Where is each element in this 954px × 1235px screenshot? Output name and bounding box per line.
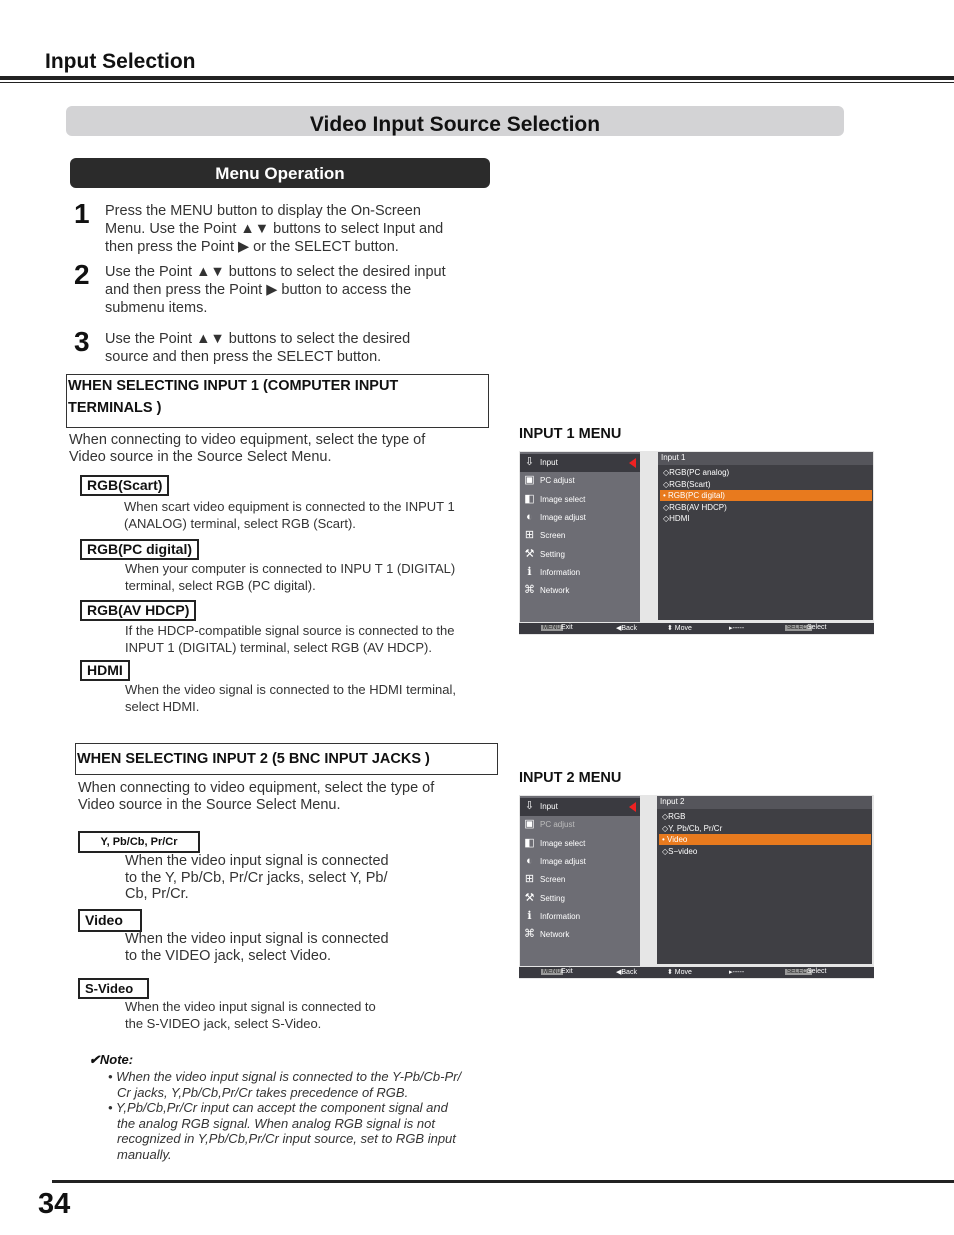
osd-menu-item-label: Image adjust xyxy=(540,512,586,522)
note-title: ✔Note: xyxy=(89,1052,134,1067)
option-label-s-video: S-Video xyxy=(78,978,149,999)
osd-menu-item-label: PC adjust xyxy=(540,476,575,486)
osd-menu-item-label: Information xyxy=(540,911,581,921)
input-icon: ⇩ xyxy=(524,456,535,468)
intro-line: When connecting to video equipment, select the type of xyxy=(69,432,426,448)
desc-line: When the video input signal is connected xyxy=(125,931,389,947)
option-desc-rgb-pc-digital xyxy=(125,561,491,594)
footer-exit: Exit xyxy=(561,968,573,975)
desc-line: the S-VIDEO jack, select S-Video. xyxy=(125,1015,322,1031)
input1-menu-caption: INPUT 1 MENU xyxy=(519,426,622,442)
note-body xyxy=(108,1069,493,1162)
heading-line: WHEN SELECTING INPUT 1 (COMPUTER INPUT xyxy=(68,378,399,394)
step-line: Press the MENU button to display the On-Screen xyxy=(105,203,421,219)
osd-footer xyxy=(519,623,874,634)
desc-line: When the video input signal is connected to xyxy=(125,999,376,1014)
desc-line: to the VIDEO jack, select Video. xyxy=(125,947,332,964)
footer-exit: Exit xyxy=(561,624,573,631)
osd-menu-item-label: Setting xyxy=(540,893,565,903)
osd-source-option: ◇HDMI xyxy=(663,514,690,523)
information-icon: ℹ xyxy=(527,909,532,922)
osd-submenu-title: Input 2 xyxy=(660,797,685,806)
option-label-hdmi: HDMI xyxy=(80,660,130,681)
option-label-video: Video xyxy=(78,909,142,932)
step-2-number: 2 xyxy=(74,259,90,290)
osd-menu-item-label: Screen xyxy=(540,531,566,541)
image-adjust-icon: ◐ xyxy=(526,854,533,867)
osd-menu-item xyxy=(520,871,640,889)
step-line: Menu. Use the Point ▲▼ buttons to select Input and xyxy=(105,221,444,237)
footer-select: Select xyxy=(807,968,827,975)
osd-source-option: ◇RGB xyxy=(662,812,686,821)
intro-line: Video source in the Source Select Menu. xyxy=(69,449,332,465)
osd-menu-item xyxy=(520,908,640,926)
osd-footer xyxy=(519,967,874,978)
footer-next: ▸----- xyxy=(729,625,745,632)
osd-source-option: ◇RGB(AV HDCP) xyxy=(663,502,727,512)
option-desc-s-video xyxy=(125,999,425,1032)
step-1-text xyxy=(105,202,495,256)
input1-heading xyxy=(66,374,489,428)
option-label-y-pb-pr: Y, Pb/Cb, Pr/Cr xyxy=(78,831,200,853)
option-desc-rgb-av-hdcp xyxy=(125,623,491,656)
network-icon: ⌘ xyxy=(524,928,535,941)
image-adjust-icon: ◐ xyxy=(526,510,533,523)
note-line: recognized in Y,Pb/Cb,Pr/Cr input source, set to RGB input xyxy=(117,1131,456,1146)
menu-key-icon: MENU xyxy=(543,969,561,975)
osd-source-option: ◇RGB(Scart) xyxy=(663,479,711,489)
osd-menu-item-label: Image adjust xyxy=(540,856,586,866)
step-line: Use the Point ▲▼ buttons to select the desired xyxy=(105,331,411,347)
banner-title: Video Input Source Selection xyxy=(309,113,601,136)
step-line: Use the Point ▲▼ buttons to select the desired input xyxy=(105,264,446,280)
select-key-icon: SELECT xyxy=(787,625,811,631)
osd-menu-item xyxy=(520,491,640,509)
osd-menu-item-label: Setting xyxy=(540,549,565,559)
osd-main-menu xyxy=(520,796,640,966)
osd-menu-item xyxy=(520,926,640,944)
information-icon: ℹ xyxy=(527,565,532,578)
osd-menu-item xyxy=(520,454,640,472)
option-label-rgb-pc-digital: RGB(PC digital) xyxy=(80,539,199,560)
osd-menu-item xyxy=(520,798,640,816)
note-line: manually. xyxy=(117,1146,172,1162)
input2-menu-screenshot xyxy=(519,795,874,979)
bottom-rule xyxy=(52,1180,954,1183)
input2-menu-caption: INPUT 2 MENU xyxy=(519,770,622,786)
step-line: submenu items. xyxy=(105,300,208,316)
desc-line: When scart video equipment is connected to the INPUT 1 xyxy=(124,499,455,514)
option-desc-y-pb-pr xyxy=(125,853,425,903)
osd-submenu-header xyxy=(658,452,873,465)
step-3-text xyxy=(105,330,495,366)
setting-icon: ⚒ xyxy=(524,547,535,560)
input2-heading: WHEN SELECTING INPUT 2 (5 BNC INPUT JACKS ) xyxy=(75,743,498,775)
option-desc-rgb-scart xyxy=(124,499,490,532)
osd-main-menu xyxy=(520,452,640,622)
footer-select: Select xyxy=(807,624,827,631)
osd-source-option: • RGB(PC digital) xyxy=(660,490,872,501)
footer-move: ⬍ Move xyxy=(667,625,692,632)
osd-source-option: • Video xyxy=(659,834,871,845)
desc-line: select HDMI. xyxy=(125,698,200,714)
osd-submenu-title: Input 1 xyxy=(661,453,686,462)
desc-line: When the video signal is connected to the HDMI terminal, xyxy=(125,682,456,697)
osd-menu-item xyxy=(520,890,640,908)
osd-menu-item xyxy=(520,527,640,545)
osd-menu-item-label: PC adjust xyxy=(540,820,575,830)
option-label-rgb-scart: RGB(Scart) xyxy=(80,475,169,496)
osd-menu-item xyxy=(520,546,640,564)
heading-line: TERMINALS ) xyxy=(68,400,162,416)
osd-pointer-arrow-icon xyxy=(629,458,636,468)
input1-intro xyxy=(69,432,489,466)
input2-intro xyxy=(78,780,498,814)
osd-menu-item-label: Input xyxy=(540,458,558,467)
setting-icon: ⚒ xyxy=(524,891,535,904)
step-line: and then press the Point ▶ button to access the xyxy=(105,282,412,298)
osd-menu-item-label: Image select xyxy=(540,838,586,848)
osd-menu-item-label: Input xyxy=(540,802,558,811)
osd-submenu xyxy=(657,796,872,964)
step-1-number: 1 xyxy=(74,198,90,229)
desc-line: INPUT 1 (DIGITAL) terminal, select RGB (AV HDCP). xyxy=(125,639,432,655)
step-2-text xyxy=(105,263,495,317)
osd-submenu-header xyxy=(657,796,872,809)
note-line: • When the video input signal is connected to the Y-Pb/Cb-Pr/ xyxy=(108,1069,462,1084)
screen-icon: ⊞ xyxy=(524,529,535,542)
intro-line: Video source in the Source Select Menu. xyxy=(78,797,341,813)
desc-line: When your computer is connected to INPU T 1 (DIGITAL) xyxy=(125,561,456,576)
osd-source-option: ◇S−video xyxy=(662,846,698,856)
osd-menu-item-label: Network xyxy=(540,586,570,596)
footer-next: ▸----- xyxy=(729,969,745,976)
footer-back: ◀Back xyxy=(616,625,637,632)
desc-line: terminal, select RGB (PC digital). xyxy=(125,577,316,593)
osd-menu-item xyxy=(520,564,640,582)
osd-menu-item-label: Image select xyxy=(540,494,586,504)
note-line: Cr jacks, Y,Pb/Cb,Pr/Cr takes precedence of RGB. xyxy=(117,1084,409,1100)
input1-menu-screenshot xyxy=(519,451,874,635)
desc-line: (ANALOG) terminal, select RGB (Scart). xyxy=(124,515,356,531)
pc-adjust-icon: ▣ xyxy=(524,474,535,487)
desc-line: to the Y, Pb/Cb, Pr/Cr jacks, select Y, Pb/ xyxy=(125,869,388,886)
menu-key-icon: MENU xyxy=(543,625,561,631)
banner xyxy=(66,106,844,136)
step-line: source and then press the SELECT button. xyxy=(105,349,382,365)
step-line: then press the Point ▶ or the SELECT button. xyxy=(105,239,399,255)
osd-submenu xyxy=(658,452,873,620)
osd-menu-item xyxy=(520,509,640,527)
osd-menu-item xyxy=(520,835,640,853)
desc-line: If the HDCP-compatible signal source is connected to the xyxy=(125,623,455,638)
option-desc-hdmi xyxy=(125,682,491,715)
note-line: the analog RGB signal. When analog RGB signal is not xyxy=(117,1115,435,1131)
image-select-icon: ◧ xyxy=(524,836,535,849)
screen-icon: ⊞ xyxy=(524,873,535,886)
step-3-number: 3 xyxy=(74,326,90,357)
section-title: Input Selection xyxy=(45,50,196,73)
menu-operation-header: Menu Operation xyxy=(70,158,490,188)
osd-pointer-arrow-icon xyxy=(629,802,636,812)
intro-line: When connecting to video equipment, select the type of xyxy=(78,780,435,796)
input-icon: ⇩ xyxy=(524,800,535,812)
footer-move: ⬍ Move xyxy=(667,969,692,976)
top-rule xyxy=(0,76,954,80)
select-key-icon: SELECT xyxy=(787,969,811,975)
desc-line: When the video input signal is connected xyxy=(125,853,389,869)
network-icon: ⌘ xyxy=(524,584,535,597)
option-desc-video xyxy=(125,931,425,964)
osd-source-option: ◇Y, Pb/Cb, Pr/Cr xyxy=(662,823,723,833)
osd-menu-item-label: Screen xyxy=(540,875,566,885)
footer-back: ◀Back xyxy=(616,969,637,976)
osd-menu-item xyxy=(520,816,640,834)
osd-menu-item xyxy=(520,582,640,600)
osd-source-option: ◇RGB(PC analog) xyxy=(663,468,730,477)
desc-line: Cb, Pr/Cr. xyxy=(125,886,189,902)
osd-menu-item-label: Network xyxy=(540,930,570,940)
note-line: • Y,Pb/Cb,Pr/Cr input can accept the component signal and xyxy=(108,1100,448,1115)
osd-menu-item xyxy=(520,853,640,871)
pc-adjust-icon: ▣ xyxy=(524,818,535,831)
top-rule-thin xyxy=(0,82,954,83)
option-label-rgb-av-hdcp: RGB(AV HDCP) xyxy=(80,600,196,621)
image-select-icon: ◧ xyxy=(524,492,535,505)
osd-menu-item-label: Information xyxy=(540,567,581,577)
page-number: 34 xyxy=(38,1188,71,1220)
osd-menu-item xyxy=(520,472,640,490)
